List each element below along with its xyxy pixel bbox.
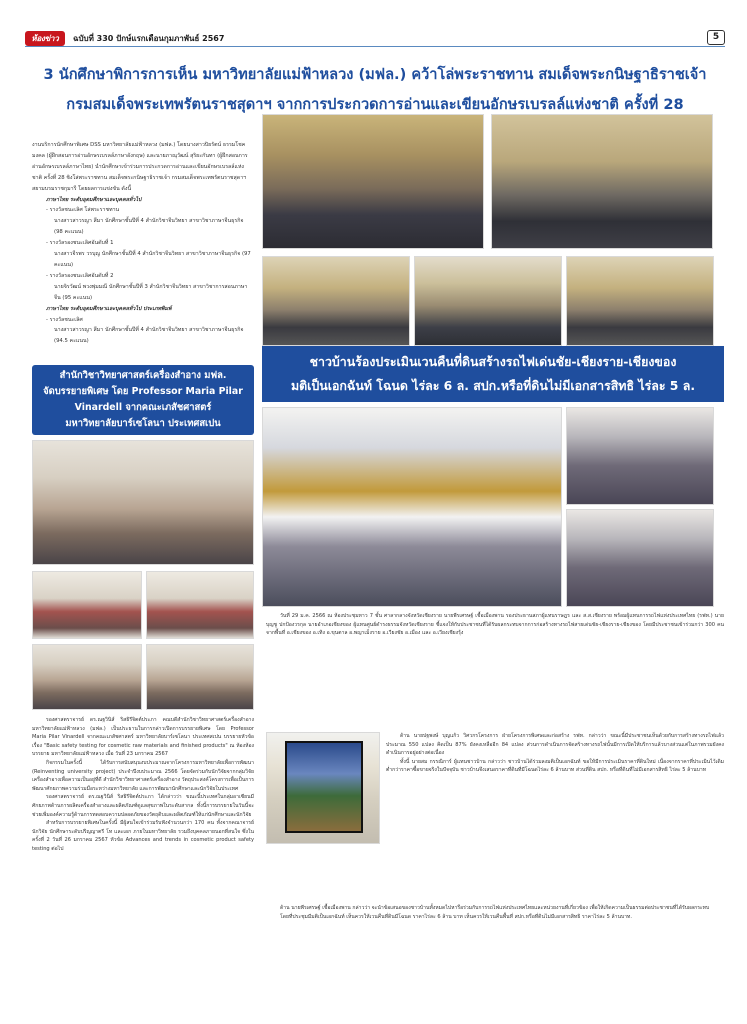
logo-text: ห้องข่าว [31,33,59,43]
photo-lecture-room-1 [32,644,142,710]
headline-line2: กรมสมเด็จพระเทพรัตนราชสุดาฯ จากการประกวดการอ่านและเขียนอักษรเบรลล์แห่งชาติ ครั้งที่ 28 [66,96,684,113]
photo-meeting-hall [262,407,562,607]
photo-award-1 [262,256,410,346]
photo-lecture-room-2 [146,644,254,710]
photo-lecture-audience [32,440,254,565]
railway-headline [262,346,724,402]
article-railway-text-mid [386,732,724,900]
panel-right-line1: ชาวบ้านร้องประเมินเวนคืนที่ดินสร้างรถไฟเด่นชัย-เชียงราย-เชียงของ [309,354,677,369]
article3-p3: ทั้งนี้ นายสม กรรณิการ์ ผู้แทนชาวบ้าน กล่าวว่า ชาวบ้านได้ร่วมลงมติเป็นเอกฉันท์ ขอให้มีการประเมินราคาที่ดินใหม่ เนื่องจากราคาที่ประเมินไว้เดิมต่ำกว่าราคาซื้อขายจริงในปัจจุบัน ชาวบ้านจึงเสนอราคาที่ดินที่มีโฉนดไร่ละ 6 ล้านบาท ส่วนที่ดิน สปก. หรือที่ดินที่ไม่มีเอกสารสิทธิ ไร่ละ 5 ล้านบาท [386,758,724,774]
page-number: 5 [707,30,725,45]
photo-meeting-crowd-2 [566,509,714,607]
photo-project-poster [266,732,380,844]
panel-left-line3: Vinardell จากคณะเภสัชศาสตร์ [74,402,212,413]
prize-1-title: - รางวัลชนะเลิศ โล่พระราชทาน [46,207,120,214]
prize-4-title: - รางวัลชนะเลิศ [46,316,83,323]
photo-meeting-crowd-1 [566,407,714,505]
article-railway-text-top [266,612,724,727]
prize-2-title: - รางวัลรองชนะเลิศอันดับที่ 1 [46,240,114,247]
poster-board [285,741,363,833]
article-cosmetic-text [32,716,254,1000]
category-1: ภาษาไทย ระดับอุดมศึกษาและบุคคลทั่วไป [46,196,142,203]
issue-info: ฉบับที่ 330 ปักษ์แรกเดือนกุมภาพันธ์ 2567 [73,33,225,43]
prize-1-winner: นางสาวสาวรญา สีมา นักศึกษาชั้นปีที่ 4 สำนักวิชาจีนวิทยา สาขาวิชาภาษาจีนธุรกิจ (98 คะแนน) [54,218,244,236]
article-intro: งานบริการนักศึกษาพิเศษ DSS มหาวิทยาลัยแม่ฟ้าหลวง (มฟล.) โดยนางสาวปิยรัตน์ ธรรมโชคมงคล (ผู้ฝึกสอนการอ่านอักษรเบรลล์ภาษาอังกฤษ) และนายภาณุวัฒน์ สุริยะกันทา (ผู้ฝึกสอนการอ่านอักษรเบรลล์ภาษาไทย) นำนักศึกษาเข้าร่วมการประกวดการอ่านและเขียนอักษรเบรลล์แห่งชาติ ครั้งที่ 28 ชิงโล่พระราชทาน สมเด็จพระกนิษฐาธิราชเจ้า กรมสมเด็จพระเทพรัตนราชสุดาฯ สยามบรมราชกุมารี โดยผลการแข่งขัน ดังนี้ [32,142,248,192]
newspaper-logo [25,31,65,46]
panel-left-line4: มหาวิทยาลัยบาร์เซโลนา ประเทศสเปน [65,418,221,429]
article2-p3: รองศาสตราจารย์ ดร.ณฐวินิส์ ริสธิรีจิตต์ประภา ได้กล่าวว่า ขณะนี้ประเทศในกลุ่มอาเซียนมีศักยภาพด้านการผลิตเครื่องสำอางและผลิตภัณฑ์ดูแลสุขภาพในระดับสากล ทั้งนี้การบรรยายในวันนี้จะช่วยเพิ่มองค์ความรู้ด้านการทดสอบความปลอดภัยของวัตถุดิบและผลิตภัณฑ์ให้แก่นักศึกษาและนักวิจัย [32,794,254,818]
photo-award-team [491,114,713,249]
article3-p4: ด้าน นายพีรเศรษฐ์ เชื้อเมืองพาน กล่าวว่า จะนำข้อเสนอของชาวบ้านทั้งหมดไปหารือร่วมกับการรถไฟแห่งประเทศไทยและหน่วยงานที่เกี่ยวข้อง เพื่อให้เกิดความเป็นธรรมต่อประชาชนที่ได้รับผลกระทบ [280,905,710,911]
prize-3-title: - รางวัลรองชนะเลิศอันดับที่ 2 [46,272,114,279]
photo-speaker-1 [32,571,142,639]
prize-3-winner: นายจิรวัฒน์ พวงพุ่มมณี นักศึกษาชั้นปีที่ 3 สำนักวิชาจีนวิทยา สาขาวิชาการสอนภาษาจีน (95 คะแนน) [54,283,248,301]
headline-line1: 3 นักศึกษาพิการการเห็น มหาวิทยาลัยแม่ฟ้าหลวง (มฟล.) คว้าโล่พระราชทาน สมเด็จพระกนิษฐาธิราชเจ้า [43,66,707,83]
photo-award-3 [566,256,714,346]
photo-award-group [262,114,484,249]
page-header [25,30,725,47]
article2-p2: กิจกรรมในครั้งนี้ ได้รับการสนับสนุนงบประมาณจากโครงการมหาวิทยาลัยเพื่อการพัฒนา (Reinventing university project) ประจำปีงบประมาณ 2566 โดยจัดร่วมกับนักวิจัยจากกลุ่มวิจัยเครื่องสำอางเพื่อความเป็นอยู่ที่ดี สำนักวิชาวิทยาศาสตร์เครื่องสำอาง วัตถุประสงค์โครงการเพื่อเป็นการพัฒนาศักยภาพความร่วมมือระหว่างมหาวิทยาลัย และการพัฒนานักศึกษาและนักวิจัยในประเทศ [32,759,254,792]
article-railway-text-bottom [266,904,724,1004]
photo-award-2 [414,256,562,346]
article2-p4: สำหรับการบรรยายพิเศษในครั้งนี้ มีผู้สนใจเข้าร่วมรับฟังจำนวนกว่า 170 คน ทั้งจากคณาจารย์ นักวิจัย นักศึกษาระดับปริญญาตรี โท และเอก ภายในมหาวิทยาลัย รวมถึงบุคคลภายนอกที่สนใจ ซึ่งในครั้งที่ 2 วันที่ 26 มกราคม 2567 หัวข้อ Advances and trends in cosmetic product safety testing ต่อไป [32,820,254,852]
photo-speaker-2 [146,571,254,639]
prize-2-winner: นางสาวจีรพร วรบุญ นักศึกษาชั้นปีที่ 4 สำนักวิชาจีนวิทยา สาขาวิชาภาษาจีนธุรกิจ (97 คะแนน) [54,251,251,268]
cosmetic-lecture-headline [32,365,254,435]
article3-p1: วันที่ 29 ม.ค. 2566 ณ ห้องประชุมหาว 7 ชั้น ศาลากลางจังหวัดเชียงราย นายพีรเศรษฐ์ เชื้อเมืองพาน รองประธานสภาผู้แทนราษฎร และ ส.ส.เชียงราย พร้อมผู้แทนการรถไฟแห่งประเทศไทย (รฟท.) นายบุญชู ปกป้องวรกุล นายอำเภอเชียงของ ผู้แทนศูนย์ดำรงธรรมจังหวัดเชียงราย ชี้แจงให้กับประชาชนที่ได้รับผลกระทบจากการก่อสร้างทางรถไฟสายเด่นชัย-เชียงราย-เชียงของ โดยมีประชาชนเข้าร่วมกว่า 300 คน จากพื้นที่ อ.เชียงของ อ.เทิง อ.ขุนตาล อ.พญาเม็งราย อ.เวียงชัย อ.เมือง และ อ.เวียงเชียงรุ้ง [266,613,724,637]
article3-p2: ด้าน นายปฐพงษ์ บุญแก้ว วิศวกรโครงการ ฝ่ายโครงการพิเศษและก่อสร้าง รฟท. กล่าวว่า ขณะนี้มีประชาชนเห็นด้วยกับการสร้างทางรถไฟแล้วประมาณ 550 แปลง คิดเป็น 87% ยังคงเหลืออีก 84 แปลง ส่วนการดำเนินการจัดสร้างทางรถไฟนั้นมีการเปิดให้บริการแล้วบางส่วนแต่ในภาพรวมยังคงดำเนินการอยู่อย่างต่อเนื่อง [386,733,724,757]
main-headline [25,60,725,120]
article3-p5: โดยที่ประชุมมีมติเป็นเอกฉันท์ เห็นควรให้เวนคืนที่ดินมีโฉนด ราคาไร่ละ 6 ล้าน บาท เห็นควรให้เวนคืนพื้นที่ สปก.หรือที่ดินไม่มีเอกสารสิทธิ ราคาไร่ละ 5 ล้านบาท. [280,913,633,920]
category-2: ภาษาไทย ระดับอุดมศึกษาและบุคคลทั่วไป ประเภทพิมพ์ [46,305,172,312]
article2-p1: รองศาสตราจารย์ ดร.ณฐวินิส์ ริสธิรีจิตต์ประภา คณบดีสำนักวิชาวิทยาศาสตร์เครื่องสำอาง มหาวิทยาลัยแม่ฟ้าหลวง (มฟล.) เป็นประธานในการกล่าวเปิดการบรรยายพิเศษ โดย Professor Maria Pilar Vinardell จากคณะเภสัชศาสตร์ มหาวิทยาลัยบาร์เซโลนา ประเทศสเปน บรรยายหัวข้อเรื่อง "Basic safety testing for cosmetic raw materials and finished products" ณ ห้องห้องบรรยาย มหาวิทยาลัยแม่ฟ้าหลวง เมื่อ วันที่ 23 มกราคม 2567 [32,717,254,758]
panel-left-line2: จัดบรรยายพิเศษ โดย Professor Maria Pilar [43,386,243,397]
prize-4-winner: นางสาวสาวรญา สีมา นักศึกษาชั้นปีที่ 4 สำนักวิชาจีนวิทยา สาขาวิชาภาษาจีนธุรกิจ (94.5 คะแนน) [54,327,244,345]
panel-left-line1: สำนักวิชาวิทยาศาสตร์เครื่องสำอาง มฟล. [59,370,227,381]
panel-right-line2: มติเป็นเอกฉันท์ โฉนด ไร่ละ 6 ล. สปก.หรือที่ดินไม่มีเอกสารสิทธิ ไร่ละ 5 ล. [290,378,696,393]
article-braille-text [32,140,254,347]
